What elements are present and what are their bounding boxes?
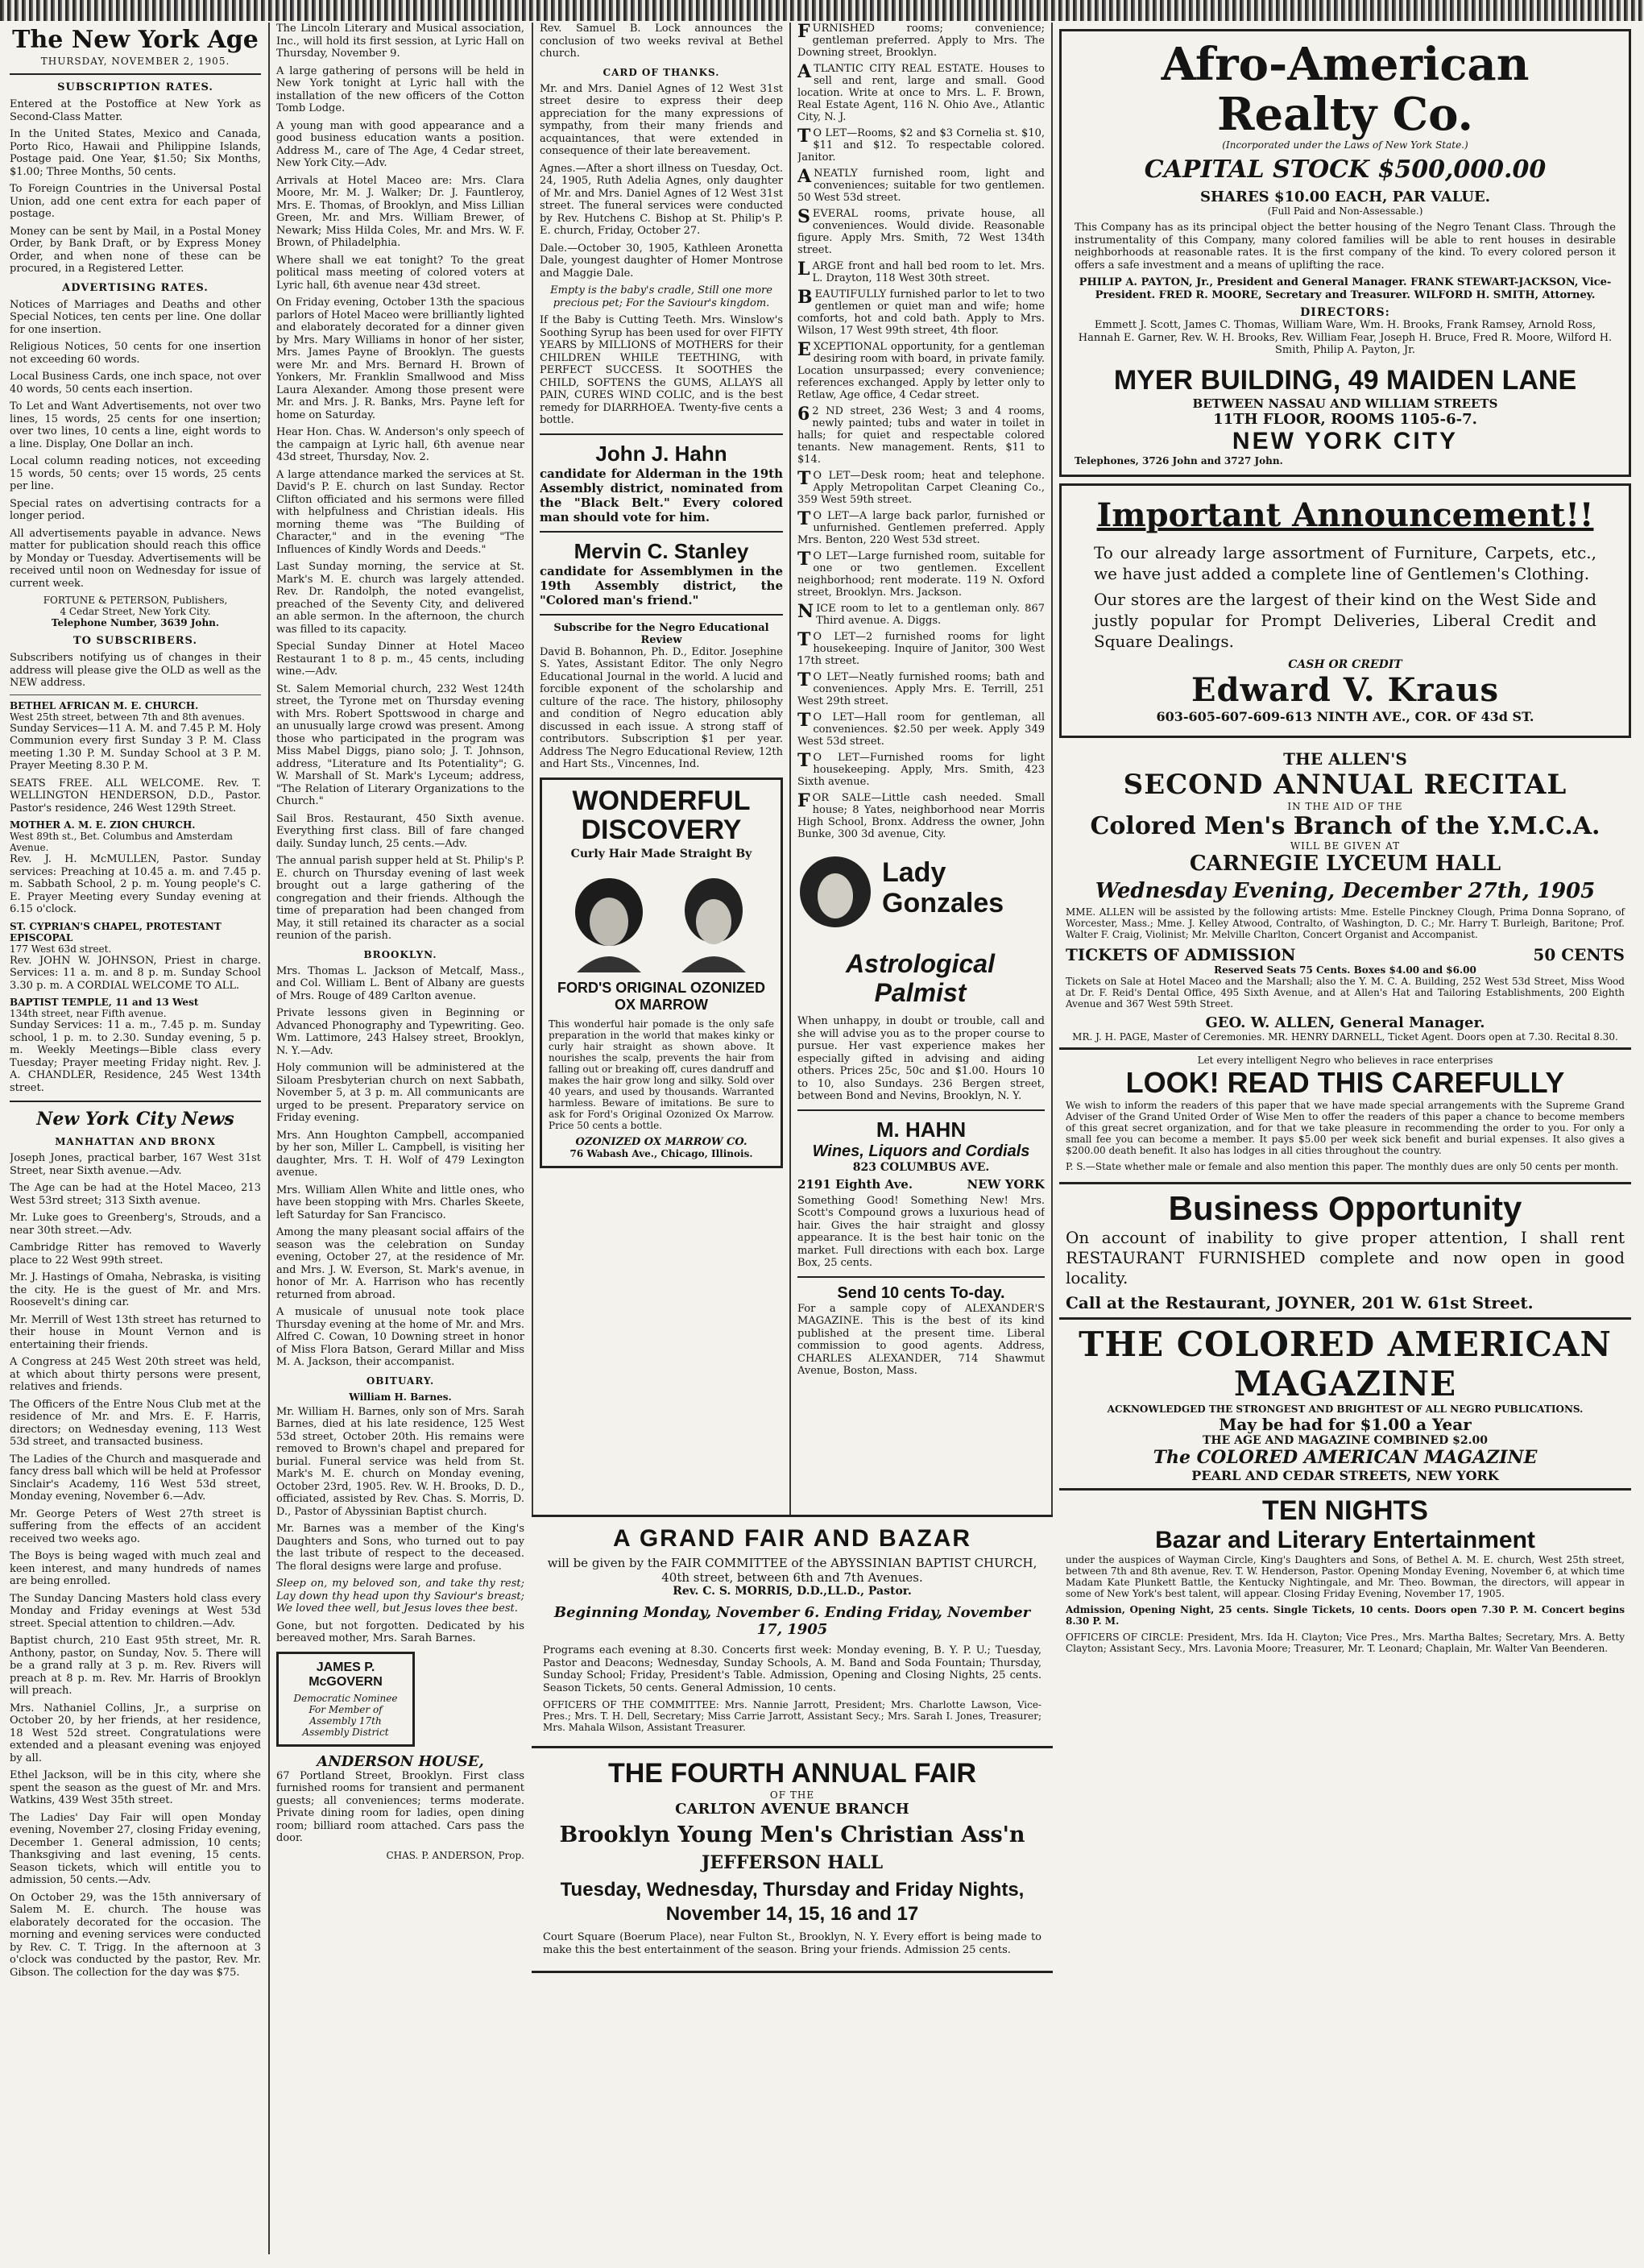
ad-company: OZONIZED OX MARROW CO. [575, 1135, 747, 1148]
paragraph: Mr. J. Hastings of Omaha, Nebraska, is visiting the city. He is the guest of Mr. and Mrs. Roosevelt's dining car. [10, 1271, 261, 1308]
subscribers-heading: TO SUBSCRIBERS. [72, 635, 197, 647]
ad-line: IN THE AID OF THE [1287, 800, 1403, 812]
paragraph: Our stores are the largest of their kind on the West Side and justly popular for Prompt Deliveries, Liberal Credit and Square Dealings. [1094, 589, 1596, 651]
column-2 [276, 23, 524, 2254]
ad-title: DISCOVERY [581, 814, 742, 845]
obituary-name: William H. Barnes. [349, 1391, 452, 1403]
paragraph: Reserved Seats 75 Cents. Boxes $4.00 and $6.00 [1214, 964, 1476, 976]
publisher: FORTUNE & PETERSON, Publishers, [43, 595, 228, 606]
stanley-ad-name: Mervin C. Stanley [574, 538, 749, 563]
ad-title: Business Opportunity [1168, 1188, 1522, 1227]
ad-title: LOOK! READ THIS CAREFULLY [1125, 1065, 1565, 1099]
masthead-date: THURSDAY, NOVEMBER 2, 1905. [40, 56, 230, 67]
ad-pastor: Rev. C. S. MORRIS, D.D.,LL.D., Pastor. [673, 1585, 912, 1598]
subsection-heading: CARD OF THANKS. [603, 66, 720, 78]
paragraph: Special Sunday Dinner at Hotel Maceo Restaurant 1 to 8 p. m., 45 cents, including wine.—Adv. [276, 641, 524, 678]
wonderful-discovery-ad [540, 777, 783, 1168]
paragraph: Private lessons given in Beginning or Advanced Phonography and Typewriting. Geo. Wm. Lattimore, 243 Halsey street, Brooklyn, N. Y.—Adv. [276, 1007, 524, 1057]
ad-hall: JEFFERSON HALL [701, 1852, 884, 1873]
classified-ad: T O LET—Large furnished room, suitable for one or two gentlemen. Excellent neighborhood; rent moderate. 119 N. Oxford street, Brooklyn. Mrs. Jackson. [797, 549, 1045, 599]
section-heading: New York City News [36, 1109, 234, 1130]
paragraph: OFFICERS OF CIRCLE: President, Mrs. Ida H. Clayton; Vice Pres., Mrs. Martha Baltes; Secretary, Mrs. A. Betty Clayton; Assistant Secy., Mrs. Lavonia Moore; Treasurer, Mr. T. Leonard; Chaplain, Mr. Walter Van Beenderen. [1066, 1631, 1625, 1654]
paragraph: This Company has as its principal object the better housing of the Negro Tenant Class. Through the instrumentality of this Company, many colored families will be able to rent houses in desirable neighborhoods at reasonable rates. It is the first company of the kind. To every colored person it offers a safe investment and a means of uplifting the race. [1075, 222, 1616, 272]
classified-ad: BEAUTIFULLY furnished parlor to let to two gentlemen or quiet man and wife; home comforts, hot and cold bath. Apply to Mrs. Wilson, 17 West 99th street, 4th floor. [797, 287, 1045, 337]
ad-name: Edward V. Kraus [1191, 670, 1500, 709]
paragraph: MME. ALLEN will be assisted by the following artists: Mme. Estelle Pinckney Clough, Prima Donna Soprano, of Worcester, Mass.; Mme. J. Kelley Atwood, Contralto, of Washington, D. C.; Mr. Harry T. Burleigh, Baritone; Prof. Walter F. Craig, Violinist; Mr. Melville Charlton, Concert Organist and Accompanist. [1066, 906, 1625, 940]
paragraph: Holy communion will be administered at the Siloam Presbyterian church on next Sabbath, November 5, at 3 p. m. All communicants are urged to be present. Preparatory service on Friday evening. [276, 1062, 524, 1124]
scan-noise-top [0, 0, 1644, 21]
paragraph: Baptist church, 210 East 95th street, Mr. R. Anthony, pastor, on Sunday, Nov. 5. There will be a grand rally at 3 p. m. Rev. Rivers will preach at 8 p. m. Rev. Mr. Harris of Brooklyn will preach. [10, 1635, 261, 1697]
classified-ad: T O LET—Furnished rooms for light housekeeping. Apply, Mrs. Smith, 423 Sixth avenue. [797, 750, 1045, 788]
paragraph: Rev. Samuel B. Lock announces the conclusion of two weeks revival at Bethel church. [540, 23, 783, 60]
paragraph: PHILIP A. PAYTON, Jr., President and General Manager. FRANK STEWART-JACKSON, Vice-President. FRED R. MOORE, Secretary and Treasurer. WILFORD H. SMITH, Attorney. [1079, 276, 1612, 301]
ad-title: THE COLORED AMERICAN MAGAZINE [1079, 1324, 1612, 1404]
paragraph: OFFICERS OF THE COMMITTEE: Mrs. Nannie Jarrott, President; Mrs. Charlotte Lawson, Vice-Pres.; Mrs. T. H. Dell, Secretary; Miss Carrie Jarrott, Assistant Secy.; Mrs. Sarah I. Jones, Treasurer; Mrs. Mahala Wilson, Assistant Treasurer. [543, 1699, 1041, 1733]
subsection-heading: BROOKLYN. [363, 948, 437, 960]
mhahn-city: NEW YORK [967, 1176, 1045, 1192]
send10-title: Send 10 cents To-day. [837, 1283, 1005, 1302]
publisher-telephone: Telephone Number, 3639 John. [51, 617, 220, 628]
paragraph: To our already large assortment of Furniture, Carpets, etc., we have just added a complete line of Gentlemen's Clothing. [1094, 542, 1596, 583]
ad-combined: THE AGE AND MAGAZINE COMBINED $2.00 [1202, 1433, 1489, 1447]
ad-address: 603-605-607-609-613 NINTH AVE., COR. OF 43d ST. [1156, 708, 1534, 724]
hair-portraits-icon [553, 864, 770, 976]
ad-floor: 11TH FLOOR, ROOMS 1105-6-7. [1213, 410, 1477, 428]
paragraph: (Incorporated under the Laws of New York State.) [1222, 139, 1468, 151]
ad-branch: CARLTON AVENUE BRANCH [675, 1801, 909, 1818]
paragraph: Sunday Services: 11 a. m., 7.45 p. m. Sunday school, 1 p. m. to 2.30. Sunday evening, 5 p. m. Weekly Meetings—Bible class every Tuesday; Prayer meeting Friday night. Rev. J. A. CHANDLER, Residence, 245 West 134th street. [10, 1019, 261, 1094]
stanley-ad-text: candidate for Assemblymen in the 19th Assembly district, the "Colored man's friend." [540, 563, 783, 607]
paragraph: The Lincoln Literary and Musical association, Inc., will hold its first session, at Lyric Hall on Thursday, November 9. [276, 23, 524, 60]
subscription-heading: SUBSCRIPTION RATES. [57, 81, 213, 93]
business-ad [1059, 1184, 1631, 1320]
ad-address: PEARL AND CEDAR STREETS, NEW YORK [1191, 1467, 1499, 1483]
paragraph: In the United States, Mexico and Canada, Porto Rico, Hawaii and Philippine Islands, Postage paid. One Year, $1.50; Six Months, $1.00; Three Months, 50 cents. [10, 128, 261, 178]
paragraph: Cambridge Ritter has removed to Waverly place to 22 West 99th street. [10, 1242, 261, 1267]
ad-subtitle: Democratic Nominee For Member of Assembly 17th Assembly District [293, 1692, 398, 1738]
classified-ad: T O LET—Hall room for gentleman, all conveniences. $2.50 per week. Apply 349 West 53d street. [797, 710, 1045, 748]
paragraph: St. Salem Memorial church, 232 West 124th street, the Tyrone met on Thursday evening with Mrs. Robert Spottswood in charge and an unusually large crowd was present. Among those who participated in the program was Miss Mabel Diggs, piano solo; J. T. Johnson, address, "Literature and Its Potentiality"; G. W. Marshall of St. Mark's Lyceum; address, "The Relation of Literary Organizations to the Church." [276, 682, 524, 807]
paragraph: We wish to inform the readers of this paper that we have made special arrangements with the Supreme Grand Adviser of the Grand United Order of Wise Men to offer the readers of this paper a chance to become members of this great secret organization, and for that we take pleasure in recommending the order to you. For only a small fee you can become a member. It pays $5.00 per week sick benefit and burial expenses. It also gives a $200.00 death benefit. It also has lodges in all cities throughout the country. [1066, 1099, 1625, 1156]
paragraph: MR. J. H. PAGE, Master of Ceremonies. MR. HENRY DARNELL, Ticket Agent. Doors open at 7.30. Recital 8.30. [1072, 1030, 1618, 1043]
paragraph: Religious Notices, 50 cents for one insertion not exceeding 60 words. [10, 341, 261, 366]
anderson-sign: CHAS. P. ANDERSON, Prop. [386, 1849, 524, 1861]
paragraph: Mr. Merrill of West 13th street has returned to their house in Mount Vernon and is entertaining their friends. [10, 1313, 261, 1351]
afro-american-realty-ad [1059, 29, 1631, 477]
paragraph: The Sunday Dancing Masters hold class every Monday and Friday evenings at West 53d street. Special attention to children.—Adv. [10, 1592, 261, 1630]
paragraph: Gone, but not forgotten. Dedicated by his bereaved mother, Mrs. Sarah Barnes. [276, 1619, 524, 1644]
classified-ad: T O LET—Desk room; heat and telephone. Apply Metropolitan Carpet Cleaning Co., 359 West 59th street. [797, 468, 1045, 506]
church-name: BAPTIST TEMPLE, 11 and 13 West [10, 997, 199, 1008]
ad-line: Colored Men's Branch of the Y.M.C.A. [1090, 811, 1601, 840]
paragraph: Emmett J. Scott, James C. Thomas, William Ware, Wm. H. Brooks, Frank Ramsey, Arnold Ross, Hannah E. Garner, Rev. W. H. Brooks, Rev. William Fear, Joseph H. Bruce, Fred R. Moore, Wilford H. Smith, Philip A. Payton, Jr. [1078, 319, 1613, 356]
paragraph: Rev. J. H. McMULLEN, Pastor. Sunday services: Preaching at 10.45 a. m. and 7.45 p. m. Sabbath School, 2 p. m. Young people's C. E. Prayer Meeting every Sunday evening at 6.15 o'clock. [10, 853, 261, 915]
paragraph: Local column reading notices, not exceeding 15 words, 50 cents; over 15 words, 25 cents per line. [10, 455, 261, 492]
ten-nights-ad [1059, 1491, 1631, 1664]
ad-telephones: Telephones, 3726 John and 3727 John. [1075, 454, 1283, 466]
paragraph: Mr. William H. Barnes, only son of Mrs. Sarah Barnes, died at his late residence, 125 West 53d street, October 20th. His remains were removed to Brown's chapel and prepared for burial. Funeral service was held from St. Mark's M. E. church on Monday evening, October 23rd, 1905. Rev. W. H. Brooks, D. D., officiated, assisted by Rev. Chas. S. Morris, D. D., Pastor of Abyssinian Baptist church. [276, 1405, 524, 1518]
church-name: MOTHER A. M. E. ZION CHURCH. [10, 819, 196, 831]
classified-ad: NICE room to let to a gentleman only. 867 Third avenue. A. Diggs. [797, 601, 1045, 627]
classified-ad: SEVERAL rooms, private house, all conveniences. Would divide. Reasonable figure. Apply Mrs. Smith, 72 West 134th street. [797, 206, 1045, 256]
paragraph: Programs each evening at 8.30. Concerts first week: Monday evening, B. Y. P. U.; Tuesday, Pastor and Deacons; Wednesday, Sunday Schools, A. M. Band and Soda Fountain; Thursday, Sunday School; Friday, President's Table. Admission, Opening and Closing Nights, 25 cents. Season Tickets, 50 cents. General Admission, 10 cents. [543, 1644, 1041, 1694]
ad-city: NEW YORK CITY [1232, 427, 1459, 454]
obituary-poem: Sleep on, my beloved son, and take thy rest; Lay down thy head upon thy Saviour's breast; We loved thee well, but Jesus loves thee best. [276, 1578, 524, 1615]
paragraph: David B. Bohannon, Ph. D., Editor. Josephine S. Yates, Assistant Editor. The only Negro Educational Journal in the world. A lucid and forcible exponent of the scholarship and culture of the race. The history, philosophy and condition of Negro education ably discussed in each issue. A strong staff of contributors. Subscription $1 per year. Address The Negro Educational Review, 12th and Hart Sts., Vincennes, Ind. [540, 645, 783, 770]
classified-ad: FOR SALE—Little cash needed. Small house; 8 Yates, neighborhood near Morris High School, Bronx. Address the owner, John Bunke, 300 3d avenue, City. [797, 790, 1045, 840]
paragraph: 67 Portland Street, Brooklyn. First class furnished rooms for transient and permanent guests; all conveniences; terms moderate. Private dining room for ladies, open dining room; billiard room attached. Cars pass the door. [276, 1769, 524, 1844]
paragraph: Money can be sent by Mail, in a Postal Money Order, by Bank Draft, or by Express Money Order, and when none of these can be procured, in a Registered Letter. [10, 225, 261, 275]
grand-fair-ad [532, 1515, 1053, 1748]
ad-price: May be had for $1.00 a Year [1219, 1414, 1472, 1434]
church-detail: 177 West 63d street. [10, 943, 112, 955]
ad-date: Wednesday Evening, December 27th, 1905 [1095, 878, 1596, 903]
ad-address: 76 Wabash Ave., Chicago, Illinois. [569, 1147, 753, 1159]
mhahn-branch-row [797, 1177, 1045, 1192]
ad-title: A GRAND FAIR AND BAZAR [612, 1525, 972, 1552]
ad-title: Afro-American Realty Co. [1161, 38, 1530, 141]
paragraph: The Ladies' Day Fair will open Monday evening, November 27, closing Friday evening, December 1. General admission, 10 cents; Thanksgiving and last evening, 15 cents. Season tickets, which will entitle you to admission, 50 cents.—Adv. [10, 1811, 261, 1886]
ad-sub: OF THE [769, 1789, 815, 1801]
paragraph: Notices of Marriages and Deaths and other Special Notices, ten cents per line. One dollar for one insertion. [10, 298, 261, 336]
classified-ad: ANEATLY furnished room, light and conveniences; suitable for two gentlemen. 50 West 53d street. [797, 166, 1045, 204]
ad-subtitle: Bazar and Literary Entertainment [1155, 1526, 1535, 1553]
paragraph: Let every intelligent Negro who believes in race enterprises [1197, 1054, 1493, 1066]
ticket-row [1066, 945, 1625, 964]
classified-ad: T O LET—Rooms, $2 and $3 Cornelia st. $10, $11 and $12. To respectable colored. Janitor. [797, 126, 1045, 164]
ad-dates: Tuesday, Wednesday, Thursday and Friday Nights, November 14, 15, 16 and 17 [560, 1879, 1025, 1925]
mhahn-ad-line: Wines, Liquors and Cordials [812, 1142, 1030, 1160]
ad-title: Lady Gonzales [882, 857, 1004, 918]
paragraph: A musicale of unusual note took place Thursday evening at the home of Mr. and Mrs. Alfred C. Cowan, 10 Downing street in honor of Miss Flora Batson, Gerard Millar and Miss M. A. Jackson, their accompanist. [276, 1306, 524, 1368]
paragraph: Hear Hon. Chas. W. Anderson's only speech of the campaign at Lyric hall, 6th avenue near 43d street, Thursday, Nov. 2. [276, 426, 524, 463]
anderson-house-title: ANDERSON HOUSE, [317, 1752, 484, 1770]
ad-between: BETWEEN NASSAU AND WILLIAM STREETS [1192, 396, 1498, 411]
paragraph: On Friday evening, October 13th the spacious parlors of Hotel Maceo were brilliantly lighted and elaborately decorated for a dinner given by Mrs. Mary Williams in honor of her sister, Mrs. James Payne of Brooklyn. The guests were Mr. and Mrs. Bernard H. Brown of Yonkers, Mr. Franklin Smallwood and Miss Laura Alexander. Among those present were Mr. and Mrs. J. R. Banks, Mrs. Payne left for home on Saturday. [276, 296, 524, 421]
ticket-price: 50 CENTS [1533, 944, 1625, 964]
paragraph: Something Good! Something New! Mrs. Scott's Compound grows a luxurious head of hair. Gives the hair straight and glossy appearance. It is the best hair tonic on the market. Full directions with each box. Large Box, 25 cents. [797, 1194, 1045, 1269]
ad-cash-or-credit: CASH OR CREDIT [1288, 657, 1402, 671]
classified-ad: T O LET—A large back parlor, furnished or unfurnished. Gentlemen preferred. Apply Mrs. Benton, 220 West 53d street. [797, 508, 1045, 546]
subsection-heading: OBITUARY. [366, 1374, 435, 1387]
mhahn-branch: 2191 Eighth Ave. [797, 1176, 913, 1192]
publisher-address: 4 Cedar Street, New York City. [60, 606, 211, 617]
paragraph: Local Business Cards, one inch space, not over 40 words, 50 cents each insertion. [10, 371, 261, 396]
fair-ads-area [532, 1515, 1053, 2256]
classified-ad: FURNISHED rooms; convenience; gentleman preferred. Apply to Mrs. The Downing street, Brooklyn. [797, 23, 1045, 59]
paragraph: Mr. and Mrs. Daniel Agnes of 12 West 31st street desire to express their deep appreciation for the many expressions of sympathy, from their many friends and acquaintances, that were extended in consequence of their late bereavement. [540, 82, 783, 157]
ad-subtitle: Astrological Palmist [846, 949, 995, 1007]
review-ad-title: Subscribe for the Negro Educational Review [553, 621, 769, 646]
kraus-ad [1059, 483, 1631, 738]
paragraph: Entered at the Postoffice at New York as Second-Class Matter. [10, 98, 261, 123]
paragraph: Among the many pleasant social affairs of the season was the celebration on Sunday evening, October 27, at the residence of Mr. and Mrs. J. W. Everson, St. Mark's avenue, in honor of Mr. A. Harrison who has recently returned from abroad. [276, 1226, 524, 1301]
paragraph: The annual parish supper held at St. Philip's P. E. church on Thursday evening of last week brought out a large gathering of the congregation and their friends. Although the time of preparation had been changed from May, it still retained its character as a social reunion of the parish. [276, 855, 524, 942]
paragraph: Arrivals at Hotel Maceo are: Mrs. Clara Moore, Mr. M. J. Walker; Dr. J. Fauntleroy, Mrs. E. Thomas, of Brooklyn, and Miss Lillian Green, Mr. and Mrs. William Brewer, of Newark; Miss Hilda Coles, Mr. and Mrs. W. F. Brown, of Philadelphia. [276, 174, 524, 249]
paragraph: To Foreign Countries in the Universal Postal Union, add one cent extra for each paper of postage. [10, 183, 261, 220]
poem: Empty is the baby's cradle, Still one more precious pet; For the Saviour's kingdom. [550, 284, 772, 309]
classified-ad: 6 2 ND street, 236 West; 3 and 4 rooms, newly painted; tubs and water in toilet in halls; for quiet and respectable colored tenants. New management. Rents, $11 to $14. [797, 404, 1045, 466]
ad-title: JAMES P. McGOVERN [309, 1660, 383, 1689]
paragraph: On October 29, was the 15th anniversary of Salem M. E. church. The house was elaborately decorated for the occasion. The morning and evening services were conducted by Rev. C. T. Trigg. In the afternoon at 3 o'clock was conducted by the pastor, Rev. Mr. Gibson. The collection for the day was $75. [10, 1891, 261, 1979]
classified-ad: T O LET—Neatly furnished rooms; bath and conveniences. Apply Mrs. E. Terrill, 251 West 29th street. [797, 670, 1045, 707]
classified-ad: EXCEPTIONAL opportunity, for a gentleman desiring room with board, in private family. Location unsurpassed; every convenience; references exchanged. Apply by letter only to Retlaw, Age office, 4 Cedar street. [797, 339, 1045, 401]
paragraph: Sunday Services—11 A. M. and 7.45 P. M. Holy Communion every first Sunday 3 P. M. Class meeting 1.30 P. M. Sunday School at 3 P. M. Prayer Meeting 8.30 P. M. [10, 722, 261, 772]
classified-ad: ATLANTIC CITY REAL ESTATE. Houses to sell and rent, large and small. Good location. Write at once to Mrs. L. F. Brown, Real Estate Agent, 116 N. Ohio Ave., Atlantic City, N. J. [797, 61, 1045, 123]
hahn-ad-text: candidate for Alderman in the 19th Assembly district, nominated from the "Black Belt." Every colored man should vote for him. [540, 466, 783, 525]
mhahn-ad-name: M. HAHN [876, 1117, 967, 1142]
recital-ad [1059, 744, 1631, 1050]
ad-shares: SHARES $10.00 EACH, PAR VALUE. [1200, 189, 1490, 205]
church-detail: West 25th street, between 7th and 8th avenues. [10, 711, 245, 723]
paragraph: Dale.—October 30, 1905, Kathleen Aronetta Dale, youngest daughter of Homer Montrose and Maggie Dale. [540, 242, 783, 280]
paragraph: The Boys is being waged with much zeal and keen interest, and many hundreds of names are being enrolled. [10, 1550, 261, 1587]
paragraph: Mr. George Peters of West 27th street is suffering from the effects of an accident received two weeks ago. [10, 1507, 261, 1545]
paragraph: Mrs. William Allen White and little ones, who have been stopping with Mrs. Charles Skeete, left Saturday for San Francisco. [276, 1184, 524, 1221]
church-name: BETHEL AFRICAN M. E. CHURCH. [10, 699, 199, 711]
paragraph: The Ladies of the Church and masquerade and fancy dress ball which will be held at Professor Sinclair's Academy, 116 West 53d street, Monday evening, November 6.—Adv. [10, 1453, 261, 1503]
column-rule [268, 23, 270, 2254]
paragraph: Tickets on Sale at Hotel Maceo and the Marshall; also the Y. M. C. A. Building, 252 West 53d Street, Miss Wood at Dr. F. Reid's Dental Office, 495 Sixth Avenue, and at Allen's Hat and Tailoring Establishments, 200 Eighth Avenue and 367 West 59th Street. [1066, 975, 1625, 1010]
ad-call: Call at the Restaurant, JOYNER, 201 W. 61st Street. [1066, 1292, 1534, 1312]
ad-capital: CAPITAL STOCK $500,000.00 [1144, 155, 1547, 184]
ad-dates: Beginning Monday, November 6. Ending Friday, November 17, 1905 [553, 1604, 1031, 1638]
paragraph: Mr. Barnes was a member of the King's Daughters and Sons, who turned out to pay the last tribute of respect to the deceased. The floral designs were large and profuse. [276, 1523, 524, 1573]
masthead-title: The New York Age [12, 26, 259, 54]
hahn-ad-name: John J. Hahn [595, 441, 727, 466]
paragraph: When unhappy, in doubt or trouble, call and she will advise you as to the proper course to pursue. Her vast experience makes her especially gifted in advising and aiding others. Prices 25c, 50c and $1.00. Hours 10 to 10, also Sundays. 236 Bergen street, between Bond and Nevins, Brooklyn, N. Y. [797, 1015, 1045, 1102]
ad-product: FORD'S ORIGINAL OZONIZED OX MARROW [557, 979, 765, 1013]
ad-directors-heading: DIRECTORS: [1300, 306, 1390, 319]
paragraph: A Congress at 245 West 20th street was held, at which about thirty persons were present, relatives and friends. [10, 1356, 261, 1393]
paragraph: A large attendance marked the services at St. David's P. E. church on last Sunday. Rector Clifton officiated and his sermons were filled with helpfulness and Christian ideals. His morning theme was "The Building of Character," and in the evening "The Influences of Kindly Words and Deeds." [276, 468, 524, 556]
paragraph: Mrs. Ann Houghton Campbell, accompanied by her son, Miller L. Campbell, is visiting her daughter, Mrs. T. H. Wolf of 479 Lexington avenue. [276, 1129, 524, 1179]
ad-manager: GEO. W. ALLEN, General Manager. [1205, 1014, 1485, 1031]
paragraph: To Let and Want Advertisements, not over two lines, 15 words, 25 cents for one insertion; over two lines, 10 cents a line, eight words to a line. Display, One Dollar an inch. [10, 400, 261, 450]
mhahn-address: 823 COLUMBUS AVE. [852, 1160, 990, 1174]
paragraph: Special rates on advertising contracts for a longer period. [10, 497, 261, 522]
paragraph: Subscribers notifying us of changes in their address will please give the OLD as well as the NEW address. [10, 652, 261, 689]
ad-building: MYER BUILDING, 49 MAIDEN LANE [1113, 364, 1577, 396]
paragraph: Court Square (Boerum Place), near Fulton St., Brooklyn, N. Y. Every effort is being made to make this the best entertainment of the season. Bring your friends. Admission 25 cents. [543, 1931, 1041, 1956]
paragraph: This wonderful hair pomade is the only safe preparation in the world that makes kinky or curly hair straight as shown above. It nourishes the scalp, prevents the hair from falling out or breaking off, cures dandruff and makes the hair grow long and silky. Sold over 40 years, and used by thousands. Warranted harmless. Beware of imitations. Be sure to ask for Ford's Original Ozonized Ox Marrow. Price 50 cents a bottle. [549, 1018, 774, 1131]
mcgovern-ad [276, 1652, 415, 1747]
paragraph: Rev. JOHN W. JOHNSON, Priest in charge. Services: 11 a. m. and 8 p. m. Sunday School 3.30 p. m. A CORDIAL WELCOME TO ALL. [10, 954, 261, 992]
ad-title: THE FOURTH ANNUAL FAIR [607, 1758, 977, 1789]
ad-subtitle: will be given by the FAIR COMMITTEE of the ABYSSINIAN BAPTIST CHURCH, 40th street, between 6th and 7th Avenues. [547, 1556, 1037, 1585]
ad-venue: CARNEGIE LYCEUM HALL [1189, 851, 1501, 876]
column-1 [10, 23, 261, 2254]
paragraph: If the Baby is Cutting Teeth. Mrs. Winslow's Soothing Syrup has been used for over FIFTY YEARS by MILLIONS of MOTHERS for their CHILDREN WHILE TEETHING, with PERFECT SUCCESS. It SOOTHES the CHILD, SOFTENS the GUMS, ALLAYS all PAIN, CURES WIND COLIC, and is the best remedy for DIARRHOEA. Twenty-five cents a bottle. [540, 314, 783, 426]
classifieds [797, 23, 1045, 840]
ad-subtitle: Curly Hair Made Straight By [570, 847, 752, 860]
ad-title: WONDERFUL [572, 785, 751, 816]
advertising-heading: ADVERTISING RATES. [62, 281, 209, 294]
ad-org: Brooklyn Young Men's Christian Ass'n [559, 1822, 1025, 1847]
paragraph: Ethel Jackson, will be in this city, where she spent the season as the guest of Mr. and Mrs. Watkins, 439 West 35th street. [10, 1769, 261, 1806]
paragraph: Last Sunday morning, the service at St. Mark's M. E. church was largely attended. Rev. Dr. Randolph, the noted evangelist, preached of the Seventy City, and delivered an able sermon. In the afternoon, the church was filled to its capacity. [276, 561, 524, 636]
paragraph: A large gathering of persons will be held in New York tonight at Lyric hall with the installation of the new officers of the Cotton Tomb Lodge. [276, 64, 524, 114]
gonzales-ad [797, 854, 1045, 1015]
paragraph: Mr. Luke goes to Greenberg's, Strouds, and a near 30th street.—Adv. [10, 1212, 261, 1237]
paragraph: The Age can be had at the Hotel Maceo, 213 West 53rd street; 313 Sixth avenue. [10, 1182, 261, 1207]
paragraph: Mrs. Nathaniel Collins, Jr., a surprise on October 20, by her friends, at her residence, 18 West 52d street. Congratulations were extended and a pleasant evening was enjoyed by all. [10, 1702, 261, 1764]
paragraph: P. S.—State whether male or female and also mention this paper. The monthly dues are only 50 cents per month. [1066, 1160, 1619, 1172]
church-detail: 134th street, near Fifth avenue. [10, 1008, 167, 1019]
ad-address: The COLORED AMERICAN MAGAZINE [1153, 1446, 1538, 1468]
church-detail: West 89th st., Bet. Columbus and Amsterdam Avenue. [10, 831, 233, 853]
look-ad [1059, 1050, 1631, 1184]
paragraph: SEATS FREE. ALL WELCOME. Rev. T. WELLINGTON HENDERSON, D.D., Pastor. Pastor's residence, 246 West 129th Street. [10, 777, 261, 815]
classified-ad: LARGE front and hall bed room to let. Mrs. L. Drayton, 118 West 30th street. [797, 259, 1045, 284]
magazine-ad [1059, 1320, 1631, 1491]
paragraph: Sail Bros. Restaurant, 450 Sixth avenue. Everything first class. Bill of fare changed daily. Sunday lunch, 25 cents.—Adv. [276, 812, 524, 850]
fourth-fair-ad [532, 1748, 1053, 1973]
subsection-heading: MANHATTAN AND BRONX [55, 1136, 216, 1147]
paragraph: On account of inability to give proper attention, I shall rent RESTAURANT FURNISHED complete and now open in good locality. [1066, 1227, 1625, 1287]
ad-subtitle: ACKNOWLEDGED THE STRONGEST AND BRIGHTEST OF ALL NEGRO PUBLICATIONS. [1107, 1403, 1584, 1415]
classified-ad: T O LET—2 furnished rooms for light housekeeping. Inquire of Janitor, 300 West 17th street. [797, 629, 1045, 667]
paragraph: Mrs. Thomas L. Jackson of Metcalf, Mass., and Col. William L. Bent of Albany are guests of Mrs. Rouge of 489 Carlton avenue. [276, 964, 524, 1002]
ad-line: WILL BE GIVEN AT [1290, 840, 1401, 852]
church-name: ST. CYPRIAN'S CHAPEL, PROTESTANT EPISCOPAL [10, 920, 222, 943]
paragraph: Admission, Opening Night, 25 cents. Single Tickets, 10 cents. Doors open 7.30 P. M. Concert begins 8.30 P. M. [1066, 1603, 1625, 1627]
paragraph: Where shall we eat tonight? To the great political mass meeting of colored voters at Lyric hall, 6th avenue near 43d street. [276, 254, 524, 292]
ticket-label: TICKETS OF ADMISSION [1066, 944, 1296, 964]
portrait-icon [797, 854, 874, 931]
paragraph: Joseph Jones, practical barber, 167 West 31st Street, near Sixth avenue.—Adv. [10, 1152, 261, 1177]
paragraph: A young man with good appearance and a good business education wants a position. Address M., care of The Age, 4 Cedar street, New York City.—Adv. [276, 119, 524, 169]
paragraph: under the auspices of Wayman Circle, King's Daughters and Sons, of Bethel A. M. E. church, West 25th street, between 7th and 8th avenue, Rev. T. W. Henderson, Pastor. Opening Monday Evening, November 6, at which time Madam Kate Plunkett Battle, the Kentucky Nightingale, and Mr. Theo. Bowman, the directors, will appear in some of New York's best talent, will appear. Closing Friday Evening, November 17, 1905. [1066, 1553, 1625, 1599]
ad-line: THE ALLEN'S [1283, 748, 1407, 769]
ad-title: Important Announcement!! [1096, 495, 1594, 534]
ad-title: TEN NIGHTS [1262, 1495, 1428, 1526]
paragraph: For a sample copy of ALEXANDER'S MAGAZINE. This is the best of its kind published at the present time. Liberal commission to good agents. Address, CHARLES ALEXANDER, 714 Shawmut Avenue, Boston, Mass. [797, 1302, 1045, 1377]
paragraph: (Full Paid and Non-Assessable.) [1267, 205, 1423, 217]
ad-title: SECOND ANNUAL RECITAL [1123, 768, 1567, 801]
column-5 [1059, 23, 1631, 2254]
paragraph: Agnes.—After a short illness on Tuesday, Oct. 24, 1905, Ruth Adelia Agnes, only daughter of Mr. and Mrs. Daniel Agnes of 12 West 31st street. The funeral services were conducted by Rev. Hutchens C. Bishop at St. Philip's P. E. church, Friday, October 27. [540, 162, 783, 237]
paragraph: The Officers of the Entre Nous Club met at the residence of Mr. and Mrs. E. F. Harris, directors; on Wednesday evening, 113 West 53d street, and transacted business. [10, 1398, 261, 1448]
paragraph: All advertisements payable in advance. News matter for publication should reach this office by Monday or Tuesday. Advertisements will be received until noon on Wednesday for issue of current week. [10, 527, 261, 590]
